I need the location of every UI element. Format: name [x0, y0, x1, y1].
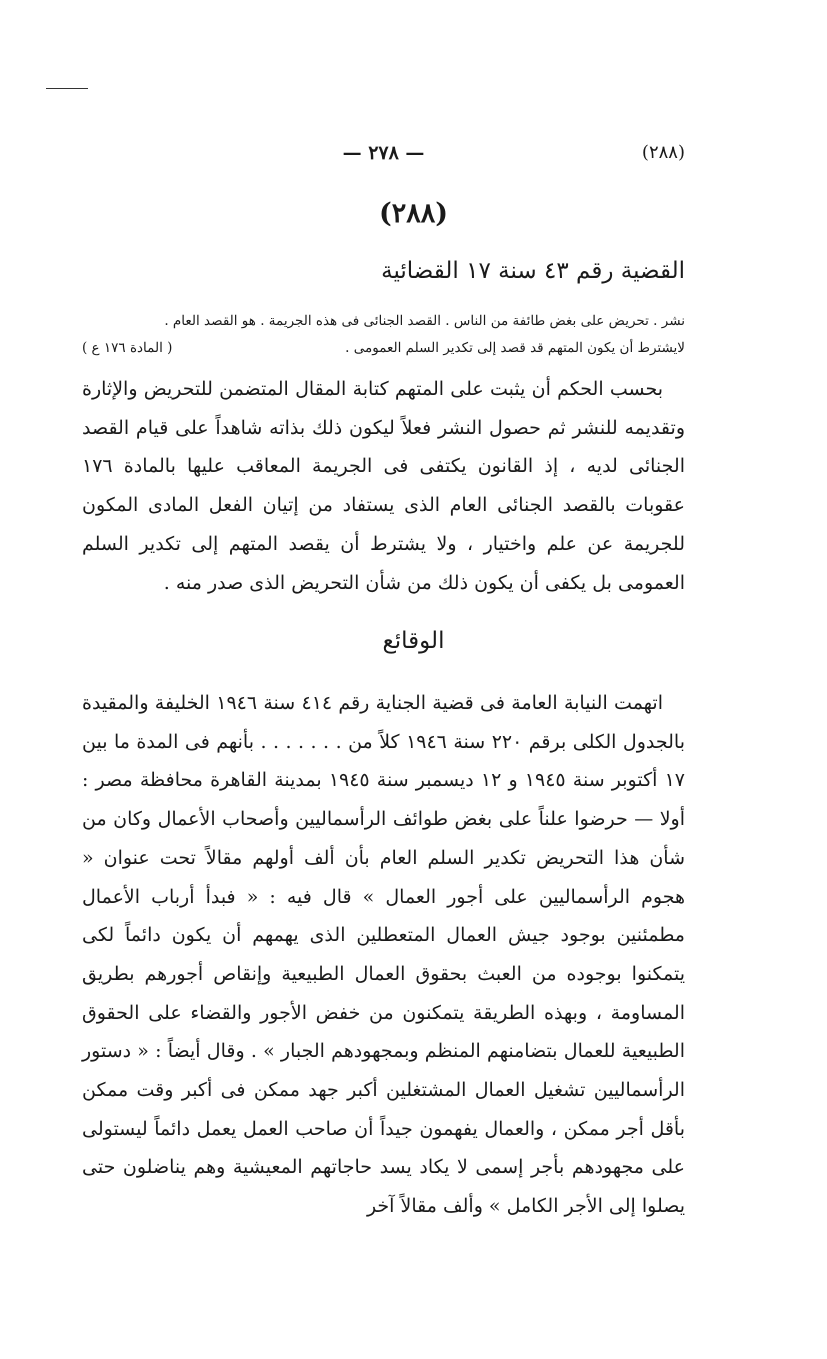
legal-principle	[82, 370, 685, 602]
summary-line-2: لايشترط أن يكون المتهم قد قصد إلى تكدير السلم العمومى .	[345, 340, 685, 356]
section-heading-facts: الوقائع	[382, 628, 445, 654]
facts-section	[82, 684, 685, 1226]
running-head-case-ref: (٢٨٨)	[641, 142, 685, 163]
facts-text: اتهمت النيابة العامة فى قضية الجناية رقم ٤١٤ سنة ١٩٤٦ الخليفة والمقيدة بالجدول الكلى برقم ٢٢٠ سنة ١٩٤٦ كلاً من . . . . . . . بأنهم فى المدة ما بين ١٧ أكتوبر سنة ١٩٤٥ و ١٢ ديسمبر سنة ١٩٤٥ بمدينة القاهرة محافظة مصر : أولا — حرضوا علناً على بغض طوائف الرأسماليين وأصحاب الأعمال وكان من شأن هذا التحريض تكدير السلم العام بأن ألف أولهم مقالاً تحت عنوان « هجوم الرأسماليين على أجور العمال » قال فيه : « فبدأ أرباب الأعمال مطمئنين بوجود جيش العمال المتعطلين الذى يهمهم أن يكون دائماً لكى يتمكنوا بوجوده من العبث بحقوق العمال الطبيعية وإنقاص أجورهم بطريق المساومة ، وبهذه الطريقة يتمكنون من خفض الأجور والقضاء على الحقوق الطبيعية للعمال بتضامنهم المنظم وبمجهودهم الجبار » . وقال أيضاً : « دستور الرأسماليين تشغيل العمال المشتغلين أكبر جهد ممكن فى أكبر وقت ممكن بأقل أجر ممكن ، والعمال يفهمون جيداً أن صاحب العمل يعمل دائماً ليستولى على مجهودهم بأجر إسمى لا يكاد يسد حاجاتهم المعيشية وهم يناضلون حتى يصلوا إلى الأجر الكامل » وألف مقالاً آخر	[82, 692, 686, 1218]
page-number: — ٢٧٨ —	[342, 142, 425, 164]
summary-line-2-row	[82, 335, 685, 362]
corner-rule	[46, 88, 88, 89]
case-title: القضية رقم ٤٣ سنة ١٧ القضائية	[381, 258, 685, 284]
legal-principle-text: بحسب الحكم أن يثبت على المتهم كتابة المقال المتضمن للتحريض والإثارة وتقديمه للنشر ثم حصول النشر فعلاً ليكون ذلك بذاته شاهداً على قيام القصد الجنائى لديه ، إذ القانون يكتفى فى الجريمة المعاقب عليها بالمادة ١٧٦ عقوبات بالقصد الجنائى العام الذى يستفاد من إتيان الفعل المادى المكون للجريمة عن علم واختيار ، ولا يشترط أن يقصد المتهم إلى تكدير السلم العمومى بل يكفى أن يكون ذلك من شأن التحريض الذى صدر منه .	[82, 378, 685, 594]
summary-line-1: نشر . تحريض على بغض طائفة من الناس . القصد الجنائى فى هذه الجريمة . هو القصد العام .	[164, 313, 685, 329]
case-number: (٢٨٨)	[378, 198, 449, 229]
summary-article-ref: ( المادة ١٧٦ ع )	[82, 340, 173, 356]
running-head	[82, 138, 685, 172]
case-summary	[82, 308, 685, 362]
